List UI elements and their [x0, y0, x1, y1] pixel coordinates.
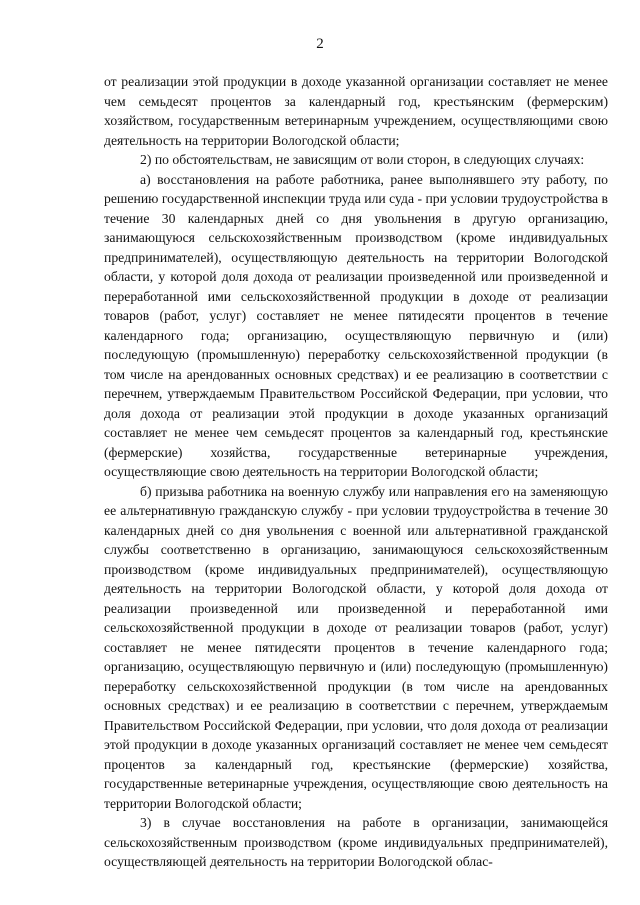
document-body	[104, 72, 608, 872]
paragraph-continuation: от реализации этой продукции в доходе указанной организации составляет не менее чем семьдесят процентов за календарный год, крестьянским (фермерским) хозяйством, государственным ветеринарным учреждением, осуществляющими свою деятельность на территории Вологодской области;	[104, 74, 608, 148]
paragraph-item-3: 3) в случае восстановления на работе в организации, занимающейся сельскохозяйственным производством (кроме индивидуальных предпринимателей), осуществляющей деятельность на территории Вологодской облас-	[104, 815, 608, 869]
paragraph-item-2: 2) по обстоятельствам, не зависящим от воли сторон, в следующих случаях:	[140, 152, 585, 167]
page-number: 2	[316, 36, 324, 52]
paragraph-item-2a: а) восстановления на работе работника, ранее выполнявшего эту работу, по решению государственной инспекции труда или суда - при условии трудоустройства в течение 30 календарных дней со дня увольнения в другую организацию, занимающуюся сельскохозяйственным производством (кроме индивидуальных предпринимателей), осуществляющую деятельность на территории Вологодской области, у которой доля дохода от реализации произведенной или произведенной и переработанной ими сельскохозяйственной продукции в доходе от реализации товаров (работ, услуг) составляет не менее пятидесяти процентов в течение календарного года; организацию, осуществляющую первичную и (или) последующую (промышленную) переработку сельскохозяйственной продукции (в том числе на арендованных основных средствах) и ее реализацию в соответствии с перечнем, утверждаемым Правительством Российской Федерации, при условии, что доля дохода от реализации этой продукции в доходе указанных организаций составляет не менее чем семьдесят процентов за календарный год, крестьянские (фермерские) хозяйства, государственные ветеринарные учреждения, осуществляющие свою деятельность на территории Вологодской области;	[104, 171, 608, 479]
paragraph-item-2b: б) призыва работника на военную службу или направления его на заменяющую ее альтернативную гражданскую службу - при условии трудоустройства в течение 30 календарных дней со дня увольнения с военной или альтернативной гражданской службы соответственно в организацию, занимающуюся сельскохозяйственным производством (кроме индивидуальных предпринимателей), осуществляющую деятельность на территории Вологодской области, у которой доля дохода от реализации произведенной или произведенной и переработанной ими сельскохозяйственной продукции в доходе от реализации товаров (работ, услуг) составляет не менее пятидесяти процентов в течение календарного года; организацию, осуществляющую первичную и (или) последующую (промышленную) переработку сельскохозяйственной продукции (в том числе на арендованных основных средствах) и ее реализацию в соответствии с перечнем, утверждаемым Правительством Российской Федерации, при условии, что доля дохода от реализации этой продукции в доходе указанных организаций составляет не менее чем семьдесят процентов за календарный год, крестьянские (фермерские) хозяйства, государственные ветеринарные учреждения, осуществляющие свою деятельность на территории Вологодской области;	[104, 483, 608, 811]
